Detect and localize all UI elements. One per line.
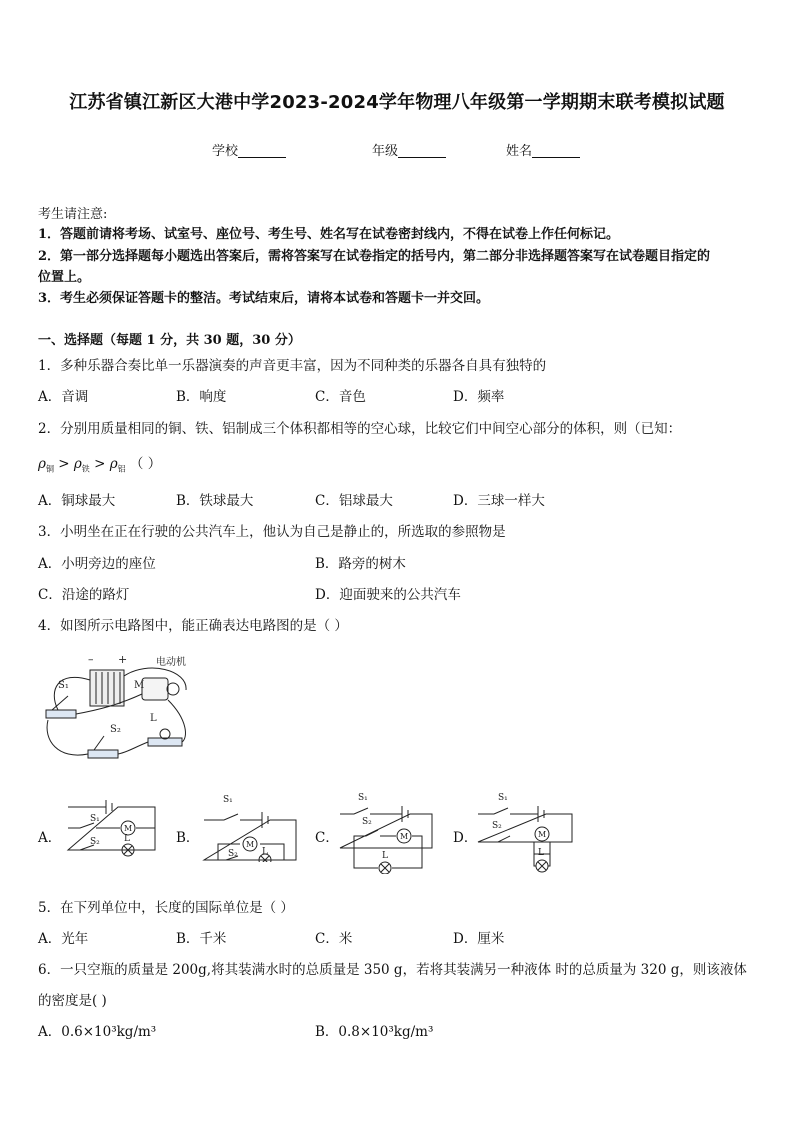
q4-option-a[interactable]: A． xyxy=(38,830,62,846)
q6-option-b[interactable]: B．0.8×10³kg/m³ xyxy=(315,1024,434,1040)
notice-item: 位置上。 xyxy=(38,270,91,285)
svg-text:S₁: S₁ xyxy=(223,795,233,805)
svg-text:M: M xyxy=(400,832,409,841)
q3-option-a[interactable]: A．小明旁边的座位 xyxy=(38,556,156,572)
svg-text:S₂: S₂ xyxy=(362,817,372,827)
question-1-stem: 1．多种乐器合奏比单一乐器演奏的声音更丰富，因为不同种类的乐器各自具有独特的 xyxy=(38,358,547,374)
question-5-stem: 5．在下列单位中，长度的国际单位是（ ） xyxy=(38,900,294,916)
question-6-stem: 6．一只空瓶的质量是 200g,将其装满水时的总质量是 350 g，若将其装满另一种液体 时的总质量为 320 g，则该液体 xyxy=(38,962,747,978)
svg-text:L: L xyxy=(262,847,268,857)
q4-option-d[interactable]: D． xyxy=(453,830,478,846)
q6-option-a[interactable]: A．0.6×10³kg/m³ xyxy=(38,1024,157,1040)
q5-option-a[interactable]: A．光年 xyxy=(38,931,89,947)
svg-text:S₂: S₂ xyxy=(110,724,121,735)
grade-field[interactable] xyxy=(372,140,446,159)
svg-text:S₁: S₁ xyxy=(498,793,508,803)
q3-option-b[interactable]: B．路旁的树木 xyxy=(315,556,406,572)
question-6-stem-cont: 的密度是( ) xyxy=(38,993,107,1009)
name-label: 姓名 xyxy=(506,144,533,159)
q2-option-d[interactable]: D．三球一样大 xyxy=(453,493,545,509)
svg-text:电动机: 电动机 xyxy=(156,657,186,668)
q4-option-b[interactable]: B． xyxy=(176,830,200,846)
q4-option-d-circuit xyxy=(474,788,574,874)
question-4-stem: 4．如图所示电路图中，能正确表达电路图的是（ ） xyxy=(38,618,348,634)
grade-label: 年级 xyxy=(372,144,399,159)
q1-option-b[interactable]: B．响度 xyxy=(176,389,227,405)
q4-option-a-circuit xyxy=(60,795,160,860)
svg-text:+: + xyxy=(118,653,128,666)
school-label: 学校 xyxy=(212,144,239,159)
q2-option-b[interactable]: B．铁球最大 xyxy=(176,493,254,509)
svg-text:S₂: S₂ xyxy=(228,849,238,859)
svg-text:S₁: S₁ xyxy=(58,680,69,691)
notice-item: 2．第一部分选择题每小题选出答案后，需将答案写在试卷指定的括号内，第二部分非选择题答案写在试卷题目指定的 xyxy=(38,249,711,264)
section-heading: 一、选择题（每题 1 分，共 30 题，30 分） xyxy=(38,333,301,348)
svg-text:L: L xyxy=(538,848,544,858)
q5-option-c[interactable]: C．米 xyxy=(315,931,353,947)
svg-text:M: M xyxy=(134,680,145,691)
svg-text:S₁: S₁ xyxy=(358,793,368,803)
q1-option-c[interactable]: C．音色 xyxy=(315,389,366,405)
q1-option-d[interactable]: D．频率 xyxy=(453,389,505,405)
page-title: 江苏省镇江新区大港中学2023-2024学年物理八年级第一学期期末联考模拟试题 xyxy=(69,92,725,113)
name-field[interactable] xyxy=(506,140,580,159)
q5-option-b[interactable]: B．千米 xyxy=(176,931,227,947)
svg-text:M: M xyxy=(124,824,133,833)
notice-heading: 考生请注意: xyxy=(38,207,108,222)
svg-text:–: – xyxy=(88,653,94,666)
notice-item: 3．考生必须保证答题卡的整洁。考试结束后，请将本试卷和答题卡一并交回。 xyxy=(38,291,490,306)
svg-text:S₂: S₂ xyxy=(90,837,100,847)
circuit-photo-figure xyxy=(38,650,208,770)
school-field[interactable] xyxy=(212,140,286,159)
svg-text:M: M xyxy=(246,840,255,849)
svg-text:L: L xyxy=(150,713,157,724)
q5-option-d[interactable]: D．厘米 xyxy=(453,931,505,947)
svg-text:S₂: S₂ xyxy=(492,821,502,831)
q4-option-c-circuit xyxy=(336,788,436,874)
q4-option-b-circuit xyxy=(198,790,300,862)
q3-option-d[interactable]: D．迎面驶来的公共汽车 xyxy=(315,587,461,603)
q1-option-a[interactable]: A．音调 xyxy=(38,389,89,405)
svg-text:S₁: S₁ xyxy=(90,814,100,824)
svg-text:M: M xyxy=(538,830,547,839)
question-3-stem: 3．小明坐在正在行驶的公共汽车上，他认为自己是静止的，所选取的参照物是 xyxy=(38,524,506,540)
q2-option-c[interactable]: C．铝球最大 xyxy=(315,493,393,509)
svg-text:L: L xyxy=(382,851,388,861)
q3-option-c[interactable]: C．沿途的路灯 xyxy=(38,587,130,603)
density-formula: $\rho_铜 > \rho_铁 > \rho_铝$ （ ） xyxy=(38,456,162,474)
q4-option-c[interactable]: C． xyxy=(315,830,339,846)
svg-text:L: L xyxy=(124,834,130,844)
question-2-stem: 2．分别用质量相同的铜、铁、铝制成三个体积都相等的空心球，比较它们中间空心部分的体积，则（已知： xyxy=(38,421,682,437)
q2-option-a[interactable]: A．铜球最大 xyxy=(38,493,116,509)
notice-item: 1．答题前请将考场、试室号、座位号、考生号、姓名写在试卷密封线内，不得在试卷上作任何标记。 xyxy=(38,227,620,242)
